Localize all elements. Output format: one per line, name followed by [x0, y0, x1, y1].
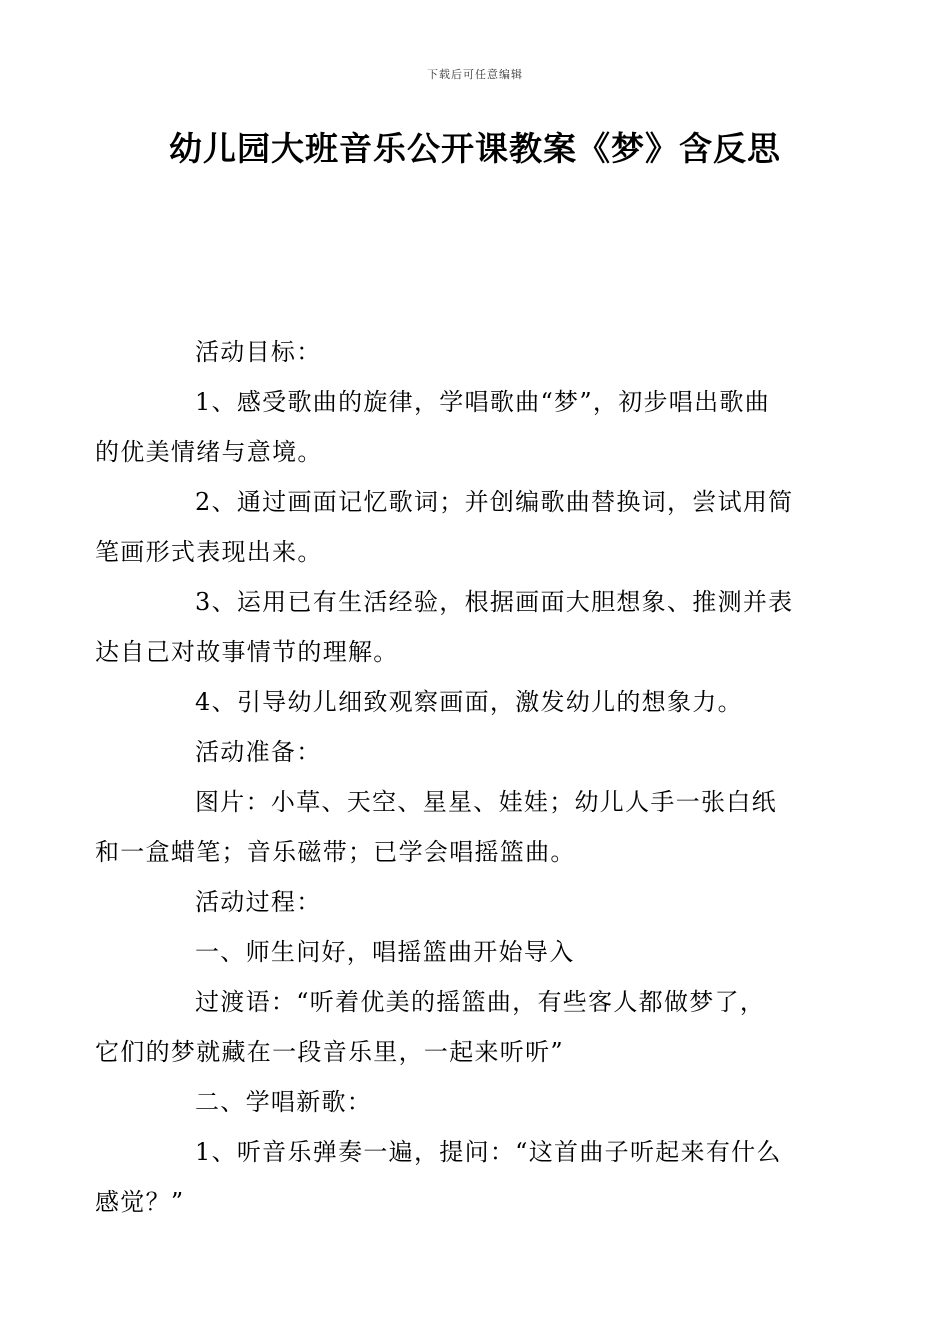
paragraph — [145, 327, 807, 377]
text-line: 2、通过画面记忆歌词；并创编歌曲替换词，尝试用简 — [195, 488, 794, 516]
text-line: 活动准备： — [195, 738, 322, 766]
paragraph — [145, 1077, 807, 1127]
paragraph — [95, 477, 807, 577]
paragraph — [95, 777, 807, 877]
text-line: 和一盒蜡笔；音乐磁带；已学会唱摇篮曲。 — [95, 838, 576, 866]
paragraph — [145, 877, 807, 927]
text-line: 感觉？” — [95, 1188, 185, 1216]
text-line: 一、师生问好，唱摇篮曲开始导入 — [195, 938, 575, 966]
document-title: 幼儿园大班音乐公开课教案《梦》含反思 — [169, 129, 781, 168]
paragraph — [145, 677, 807, 727]
text-line: 活动目标： — [195, 338, 322, 366]
document-body — [95, 327, 807, 1227]
paragraph — [95, 377, 807, 477]
header-note: 下载后可任意编辑 — [427, 68, 523, 81]
text-line: 1、感受歌曲的旋律，学唱歌曲“梦”，初步唱出歌曲 — [195, 388, 771, 416]
paragraph — [145, 927, 807, 977]
text-line: 4、引导幼儿细致观察画面，激发幼儿的想象力。 — [195, 688, 743, 716]
text-line: 1、听音乐弹奏一遍，提问：“这首曲子听起来有什么 — [195, 1138, 782, 1166]
text-line: 图片：小草、天空、星星、娃娃；幼儿人手一张白纸 — [195, 788, 777, 816]
paragraph — [95, 977, 807, 1077]
text-line: 达自己对故事情节的理解。 — [95, 638, 399, 666]
paragraph — [95, 1127, 807, 1227]
text-line: 笔画形式表现出来。 — [95, 538, 323, 566]
text-line: 过渡语：“听着优美的摇篮曲，有些客人都做梦了， — [195, 988, 766, 1016]
text-line: 活动过程： — [195, 888, 322, 916]
paragraph — [145, 727, 807, 777]
text-line: 的优美情绪与意境。 — [95, 438, 323, 466]
text-line: 3、运用已有生活经验，根据画面大胆想象、推测并表 — [195, 588, 794, 616]
paragraph — [95, 577, 807, 677]
text-line: 二、学唱新歌： — [195, 1088, 373, 1116]
text-line: 它们的梦就藏在一段音乐里，一起来听听” — [95, 1038, 564, 1066]
